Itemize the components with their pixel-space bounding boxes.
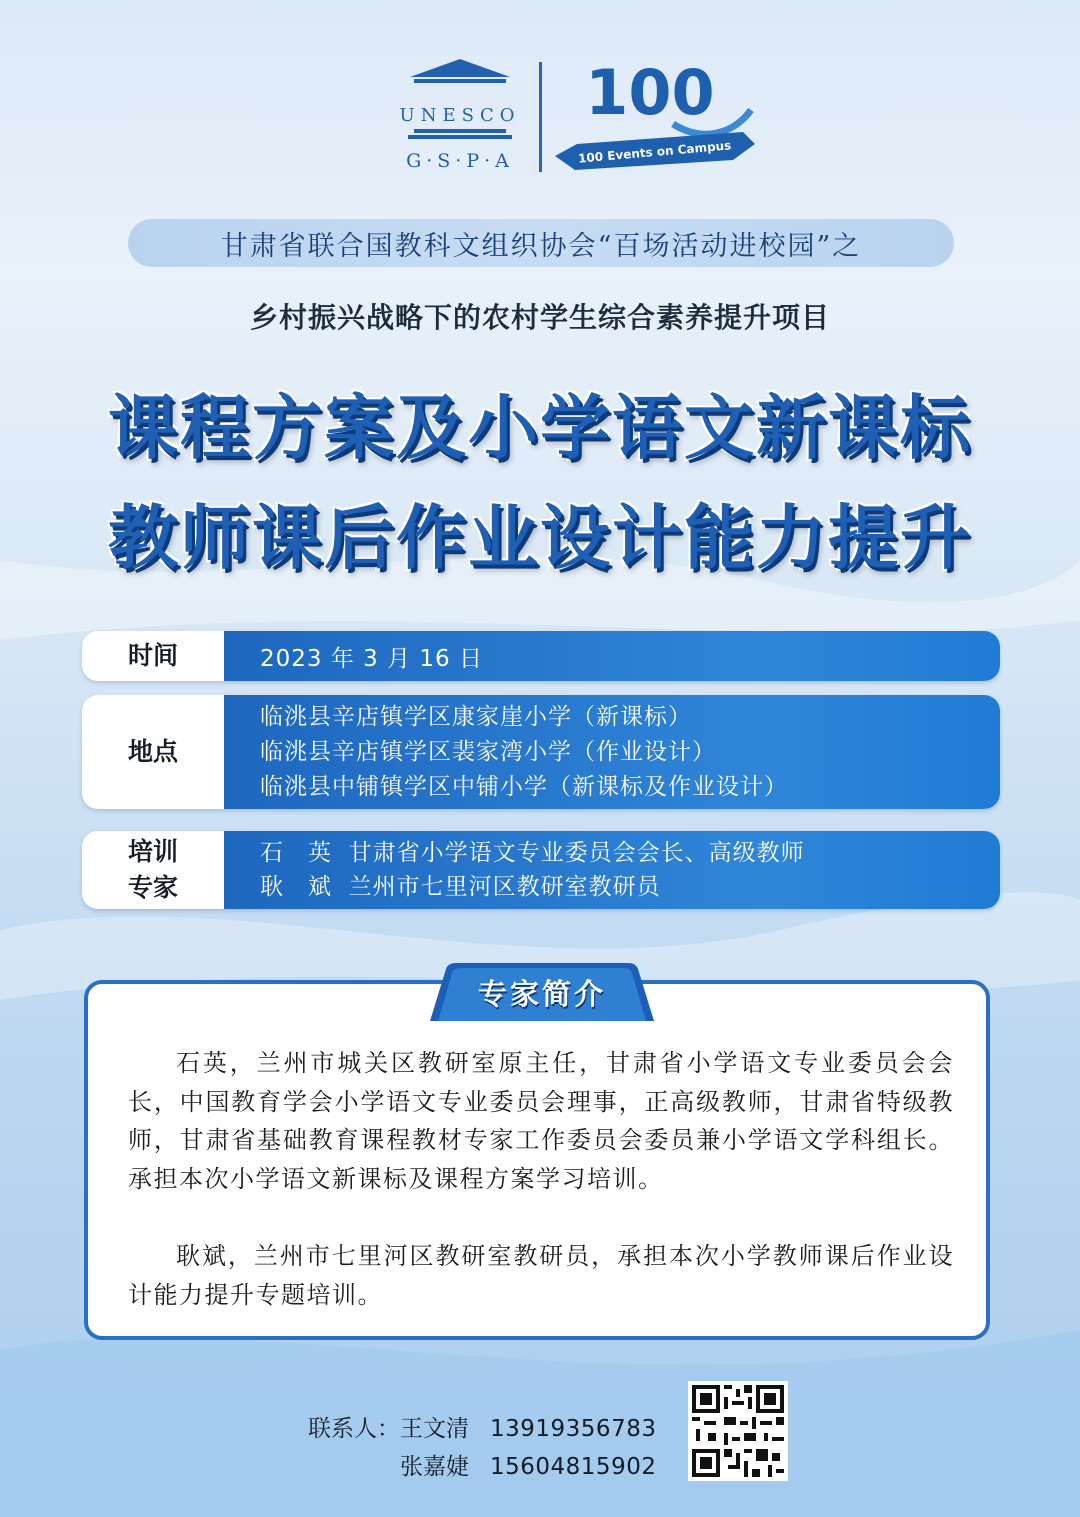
place-row	[82, 695, 1000, 809]
contact-phone: 15604815902	[490, 1454, 657, 1480]
hundred-text: 100	[585, 56, 715, 129]
place-line: 临洮县辛店镇学区康家崖小学（新课标）	[260, 703, 692, 730]
contact-name: 张嘉婕	[400, 1454, 469, 1480]
unesco-text: UNESCO	[400, 105, 520, 126]
main-title-line-1: 课程方案及小学语文新课标	[108, 387, 972, 469]
expert-value	[224, 831, 1000, 909]
org-banner: 甘肃省联合国教科文组织协会“百场活动进校园”之	[128, 219, 954, 267]
place-label: 地点	[82, 695, 224, 809]
main-title-line-2: 教师课后作业设计能力提升	[108, 497, 972, 579]
project-subtitle: 乡村振兴战略下的农村学生综合素养提升项目	[249, 301, 830, 334]
gspa-text: G·S·P·A	[406, 150, 514, 172]
place-line: 临洮县中铺镇学区中铺小学（新课标及作业设计）	[260, 773, 788, 800]
intro-paragraph: 石英，兰州市城关区教研室原主任，甘肃省小学语文专业委员会会长，中国教育学会小学语文专业委员会理事，正高级教师，甘肃省特级教师，甘肃省基础教育课程教材专家工作委员会委员兼小学语文学科组长。承担本次小学语文新课标及课程方案学习培训。	[128, 1049, 954, 1193]
intro-tab-label: 专家简介	[477, 976, 606, 1011]
unesco-logo	[400, 55, 520, 175]
place-line: 临洮县辛店镇学区裴家湾小学（作业设计）	[260, 738, 716, 765]
logo-divider	[539, 62, 542, 172]
time-date: 2023 年 3 月 16 日	[260, 645, 483, 672]
hundred-ribbon-text: 100 Events on Campus	[577, 138, 732, 166]
place-value	[224, 695, 1000, 809]
expert-label-line-2: 专家	[127, 873, 178, 902]
time-value	[224, 631, 1000, 681]
contact-name: 王文清	[400, 1416, 469, 1442]
expert-label	[82, 831, 224, 909]
expert-label-line-1: 培训	[127, 837, 178, 866]
expert-row	[82, 831, 1000, 909]
contact-row	[300, 1448, 660, 1486]
contact-row	[300, 1410, 660, 1448]
intro-paragraph: 耿斌，兰州市七里河区教研室教研员，承担本次小学教师课后作业设计能力提升专题培训。	[128, 1242, 954, 1309]
expert-line: 石 英 甘肃省小学语文专业委员会会长、高级教师	[260, 840, 805, 866]
time-label: 时间	[82, 631, 224, 681]
qr-code[interactable]	[688, 1381, 788, 1481]
time-row	[82, 631, 1000, 681]
hundred-events-logo	[555, 52, 765, 177]
contact-label: 联系人：	[308, 1416, 400, 1442]
expert-line: 耿 斌 兰州市七里河区教研室教研员	[260, 874, 661, 900]
contact-phone: 13919356783	[490, 1416, 657, 1442]
contact-block	[300, 1410, 660, 1486]
